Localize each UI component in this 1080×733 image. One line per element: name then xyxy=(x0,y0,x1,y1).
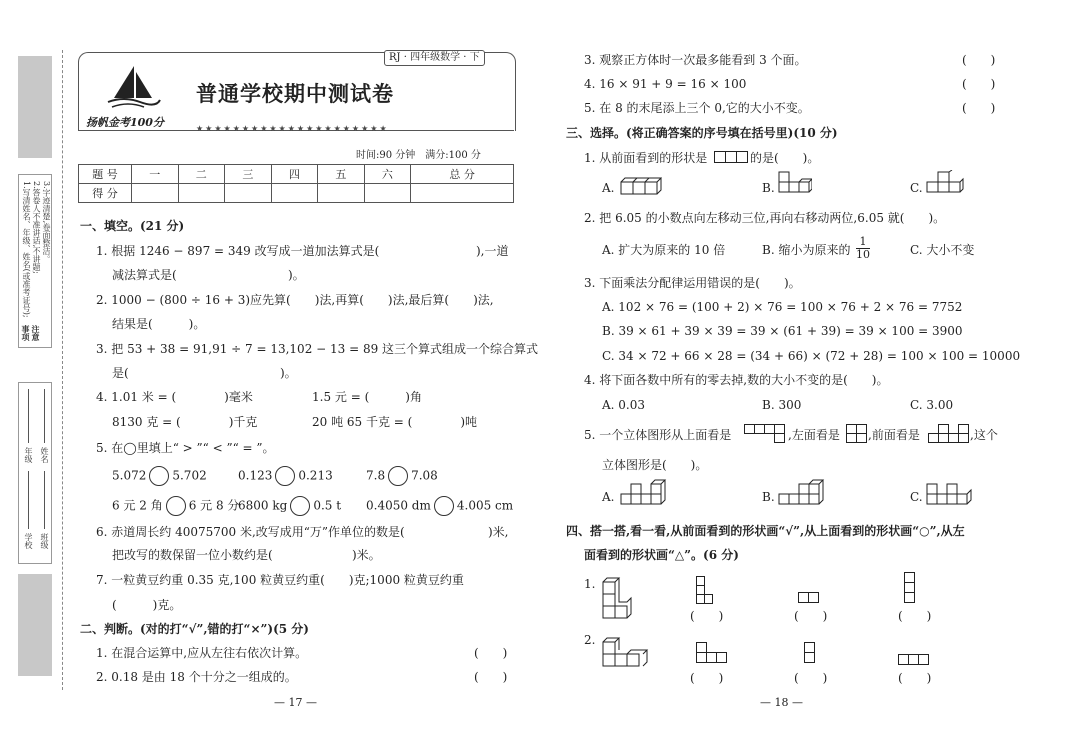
q4-item-b: 1.5 元 = ( )角 xyxy=(312,390,422,404)
compare-left: 6800 kg xyxy=(238,498,288,513)
choice-4-option-c: C. 3.00 xyxy=(910,398,954,412)
option-letter: C. xyxy=(910,490,923,504)
field-name: 姓名 xyxy=(40,447,49,463)
compare-right: 0.213 xyxy=(298,468,333,483)
q3-line-b-end: )。 xyxy=(280,366,297,380)
choice-3-option-c: C. 34 × 72 + 66 × 28 = (34 + 66) × (72 + 28) = 100 × 100 = 10000 xyxy=(602,349,1021,363)
notice-line-3: 3.字迹清楚,卷面整洁。 xyxy=(42,181,51,264)
choice-3-option-a: A. 102 × 76 = (100 + 2) × 76 = 100 × 76 + 2 × 76 = 7752 xyxy=(602,300,963,314)
score-header-cell: 二 xyxy=(178,165,225,184)
q6-line-a-end: )米, xyxy=(488,525,509,539)
field-class: 班级 xyxy=(40,533,49,549)
score-cell[interactable] xyxy=(318,184,365,203)
compare-circle[interactable] xyxy=(275,466,295,486)
compare-right: 0.5 t xyxy=(313,498,342,513)
fraction-numerator: 1 xyxy=(856,236,870,249)
score-cell[interactable] xyxy=(364,184,411,203)
score-header-cell: 六 xyxy=(364,165,411,184)
compare-left: 6 元 2 角 xyxy=(112,498,163,513)
choice-4-option-a: A. 0.03 xyxy=(602,398,646,412)
judge-2-paren[interactable]: ( ) xyxy=(474,670,508,684)
q5-instruction: 5. 在◯里填上“ > ”“ < ”“ = ”。 xyxy=(96,441,275,455)
q4-item-d: 20 吨 65 千克 = ( )吨 xyxy=(312,415,478,429)
cube-stack-icon xyxy=(620,478,672,508)
choice-3-option-b: B. 39 × 61 + 39 × 39 = 39 × (61 + 39) = 39 × 100 = 3900 xyxy=(602,324,963,338)
compare-item xyxy=(238,496,341,516)
answer-paren[interactable]: ( ) xyxy=(690,671,724,685)
section-4-title-2: 面看到的形状画“△”。(6 分) xyxy=(584,548,739,562)
choice-2-option-c: C. 大小不变 xyxy=(910,243,975,257)
notice-label: 注意事项 xyxy=(21,325,41,341)
compare-left: 5.072 xyxy=(112,468,147,483)
binding-dashed-line xyxy=(62,50,63,690)
compare-right: 4.005 cm xyxy=(456,498,514,513)
sidebar-info-box xyxy=(18,382,52,564)
cube-stack-icon xyxy=(778,170,812,196)
judge-2: 2. 0.18 是由 18 个十分之一组成的。 xyxy=(96,670,297,684)
choice-2-option-b: B. 缩小为原来的 xyxy=(762,243,851,257)
compare-right: 7.08 xyxy=(411,468,438,483)
score-header-cell: 四 xyxy=(271,165,318,184)
score-table-header-row xyxy=(79,165,514,184)
score-table-row xyxy=(79,184,514,203)
score-cell[interactable] xyxy=(271,184,318,203)
page-number-left: — 17 — xyxy=(274,696,317,709)
left-view-icon xyxy=(846,424,868,444)
judge-3: 3. 观察正方体时一次最多能看到 3 个面。 xyxy=(584,53,807,67)
q1-line-b-end: )。 xyxy=(288,268,305,282)
compare-item xyxy=(366,466,438,486)
q2-line-b: 结果是( )。 xyxy=(112,317,206,331)
fraction-denominator: 10 xyxy=(856,248,870,261)
compare-right: 5.702 xyxy=(172,468,207,483)
q1-line-a: 1. 根据 1246 − 897 = 349 改写成一道加法算式是( xyxy=(96,244,380,258)
choice-1-a: 1. 从前面看到的形状是 xyxy=(584,151,708,165)
choice-5-b: ,左面看是 xyxy=(788,428,840,442)
score-cell[interactable] xyxy=(132,184,179,203)
answer-paren[interactable]: ( ) xyxy=(690,609,724,623)
view-shape-icon xyxy=(804,642,818,666)
sidebar-bottom-block xyxy=(18,574,52,676)
score-cell[interactable] xyxy=(225,184,272,203)
answer-paren[interactable]: ( ) xyxy=(898,609,932,623)
field-underline xyxy=(44,389,45,443)
compare-item xyxy=(238,466,333,486)
compare-circle[interactable] xyxy=(166,496,186,516)
score-header-cell: 一 xyxy=(132,165,179,184)
notice-line-2: 2.答卷人不准讲话,不讲题; xyxy=(32,181,41,274)
score-header-cell: 三 xyxy=(225,165,272,184)
choice-5-e: 立体图形是( )。 xyxy=(602,458,708,472)
cube-stack-icon xyxy=(620,172,662,196)
view-shape-icon xyxy=(696,576,720,606)
q7-line-b: ( )克。 xyxy=(112,598,182,612)
field-underline xyxy=(44,471,45,529)
grade-tag: RJ · 四年级数学 · 下 xyxy=(384,50,485,66)
section-4-title: 四、搭一搭,看一看,从前面看到的形状画“√”,从上面看到的形状画“○”,从左 xyxy=(566,524,965,538)
compare-left: 7.8 xyxy=(366,468,386,483)
choice-4: 4. 将下面各数中所有的零去掉,数的大小不变的是( )。 xyxy=(584,373,889,387)
choice-2-option-a: A. 扩大为原来的 10 倍 xyxy=(602,243,726,257)
q1-line-b: 减法算式是( xyxy=(112,268,177,282)
choice-5-a: 5. 一个立体图形从上面看是 xyxy=(584,428,732,442)
compare-circle[interactable] xyxy=(149,466,169,486)
judge-3-paren[interactable]: ( ) xyxy=(962,53,996,67)
compare-left: 0.4050 dm xyxy=(366,498,431,513)
answer-paren[interactable]: ( ) xyxy=(794,671,828,685)
judge-1-paren[interactable]: ( ) xyxy=(474,646,508,660)
compare-item xyxy=(112,496,239,516)
star-row: ★★★★★★★★★★★★★★★★★★★★★ xyxy=(196,124,389,133)
time-info: 时间:90 分钟 满分:100 分 xyxy=(356,150,481,161)
view-shape-icon xyxy=(798,592,822,606)
field-underline xyxy=(28,471,29,529)
compare-circle[interactable] xyxy=(388,466,408,486)
compare-right: 6 元 8 分 xyxy=(188,498,240,513)
field-underline xyxy=(28,389,29,443)
q7-line-a: 7. 一粒黄豆约重 0.35 克,100 粒黄豆约重( )克;1000 粒黄豆约重 xyxy=(96,573,464,587)
option-letter: B. xyxy=(762,490,775,504)
section-1-title: 一、填空。(21 分) xyxy=(80,219,185,233)
block-figure-icon xyxy=(602,632,660,668)
s4-item-number: 2. xyxy=(584,633,596,647)
compare-item xyxy=(366,496,513,516)
judge-5: 5. 在 8 的末尾添上三个 0,它的大小不变。 xyxy=(584,101,810,115)
field-grade: 年级 xyxy=(24,447,33,463)
choice-5-d: ,这个 xyxy=(970,428,998,442)
cube-stack-icon xyxy=(926,478,978,508)
section-2-title: 二、判断。(对的打“√”,错的打“×”)(5 分) xyxy=(80,622,309,636)
choice-4-option-b: B. 300 xyxy=(762,398,802,412)
score-header-cell: 总 分 xyxy=(411,165,514,184)
top-view-icon xyxy=(744,424,788,443)
block-figure-icon xyxy=(602,572,640,620)
view-shape-icon xyxy=(696,642,730,666)
cube-stack-icon xyxy=(778,478,834,508)
three-square-row-icon xyxy=(714,151,748,164)
sidebar-notice-box xyxy=(18,174,52,348)
notice-line-1: 1.写清姓名、年级、姓名(或准考证号); xyxy=(22,181,31,318)
score-table xyxy=(78,164,514,203)
section-3-title: 三、选择。(将正确答案的序号填在括号里)(10 分) xyxy=(566,126,838,140)
answer-paren[interactable]: ( ) xyxy=(794,609,828,623)
q6-line-b: 把改写的数保留一位小数约是( xyxy=(112,548,273,562)
choice-1-b: 的是( )。 xyxy=(750,151,820,165)
answer-paren[interactable]: ( ) xyxy=(898,671,932,685)
compare-circle[interactable] xyxy=(434,496,454,516)
q1-line-a-end: ),一道 xyxy=(476,244,509,258)
choice-2: 2. 把 6.05 的小数点向左移动三位,再向右移动两位,6.05 就( )。 xyxy=(584,211,946,225)
q6-line-a: 6. 赤道周长约 40075700 米,改写成用“万”作单位的数是( xyxy=(96,525,405,539)
q3-line-b: 是( xyxy=(112,366,129,380)
view-shape-icon xyxy=(904,572,918,606)
choice-3: 3. 下面乘法分配律运用错误的是( )。 xyxy=(584,276,801,290)
s4-item-number: 1. xyxy=(584,577,596,591)
choice-5-c: ,前面看是 xyxy=(868,428,920,442)
q3-line-a: 3. 把 53 + 38 = 91,91 ÷ 7 = 13,102 − 13 = 89 这三个算式组成一个综合算式 xyxy=(96,342,539,356)
brand-logo-text: 扬帆金考100分 xyxy=(86,116,164,129)
page-number-right: — 18 — xyxy=(760,696,803,709)
option-letter: A. xyxy=(602,181,615,195)
q4-item-a: 4. 1.01 米 = ( )毫米 xyxy=(96,390,253,404)
fraction xyxy=(856,236,870,261)
score-header-cell: 五 xyxy=(318,165,365,184)
page-title: 普通学校期中测试卷 xyxy=(196,81,394,106)
q2-line-a: 2. 1000 − (800 ÷ 16 + 3)应先算( )法,再算( )法,最后算( )法, xyxy=(96,293,494,307)
cube-stack-icon xyxy=(926,170,964,196)
compare-circle[interactable] xyxy=(290,496,310,516)
compare-item xyxy=(112,466,207,486)
judge-4: 4. 16 × 91 + 9 = 16 × 100 xyxy=(584,77,747,91)
option-letter: B. xyxy=(762,181,775,195)
score-cell[interactable] xyxy=(411,184,514,203)
judge-5-paren[interactable]: ( ) xyxy=(962,101,996,115)
view-shape-icon xyxy=(898,654,932,666)
judge-4-paren[interactable]: ( ) xyxy=(962,77,996,91)
field-school: 学校 xyxy=(24,533,33,549)
q4-item-c: 8130 克 = ( )千克 xyxy=(112,415,258,429)
option-letter: A. xyxy=(602,490,615,504)
q6-line-b-end: )米。 xyxy=(352,548,381,562)
front-view-icon xyxy=(928,424,970,444)
sailboat-logo-icon xyxy=(104,64,162,110)
score-header-cell: 题 号 xyxy=(79,165,132,184)
judge-1: 1. 在混合运算中,应从左往右依次计算。 xyxy=(96,646,308,660)
option-letter: C. xyxy=(910,181,923,195)
score-cell[interactable] xyxy=(178,184,225,203)
score-row-label: 得 分 xyxy=(79,184,132,203)
sidebar-top-block xyxy=(18,56,52,158)
compare-left: 0.123 xyxy=(238,468,273,483)
